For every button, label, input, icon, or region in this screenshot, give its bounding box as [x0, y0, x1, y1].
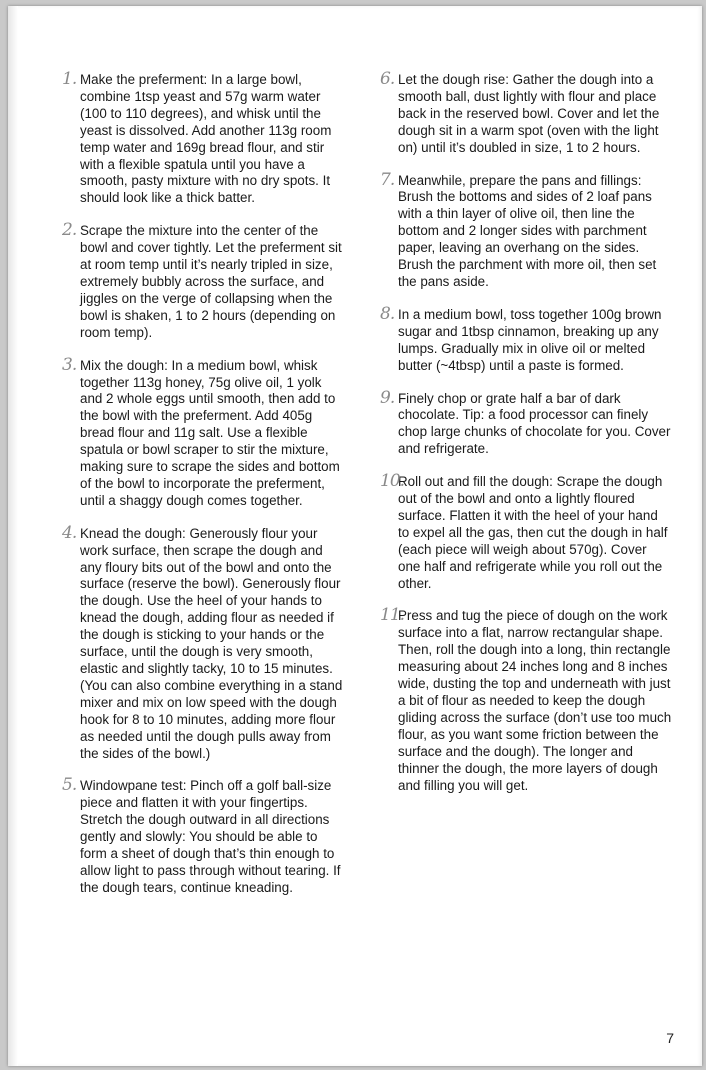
step-number: 8.	[380, 303, 395, 324]
recipe-step	[380, 605, 672, 794]
step-text: Roll out and fill the dough: Scrape the dough out of the bowl and onto a lightly floured surface. Flatten it with the heel of your hand to expel all the gas, then cut the dough in half (each piece will weigh about 570g). Cover one half and refrigerate while you roll out the other.	[398, 474, 668, 591]
step-number: 6.	[380, 69, 395, 89]
step-text: Knead the dough: Generously flour your work surface, then scrape the dough and any floury bits out of the bowl and onto the surface (reserve the bowl). Generously flour the dough. Use the heel of your hands to knead the dough, adding flour as needed if the dough is sticking to your hands or the surface, until the dough is very smooth, elastic and slightly tacky, 10 to 15 minutes. (You can also combine everything in a stand mixer and mix on low speed with the dough hook for 8 to 10 minutes, adding more flour as needed until the dough pulls away from the sides of the bowl.)	[80, 525, 343, 761]
step-text: Press and tug the piece of dough on the work surface into a flat, narrow rectangular shape. Then, roll the dough into a long, thin rectangle measuring about 24 inches long and 8 inches wide, dusting the top and underneath with just a bit of flour as needed to keep the dough gliding across the surface (don’t use too much flour, as you want some friction between the surface and the dough). The longer and thinner the dough, the more layers of dough and filling you will get.	[398, 608, 672, 793]
step-number: 9.	[380, 387, 395, 408]
step-text: Mix the dough: In a medium bowl, whisk together 113g honey, 75g olive oil, 1 yolk and 2 whole eggs until smooth, then add to the bowl with the preferment. Add 405g bread flour and 11g salt. Use a flexible spatula or bowl scraper to stir the mixture, making sure to scrape the sides and bottom of the bowl to incorporate the preferment, until a shaggy dough comes together.	[80, 357, 340, 508]
step-number: 7.	[380, 169, 395, 190]
document-page	[8, 6, 702, 1066]
right-column	[380, 69, 672, 810]
step-text: Let the dough rise: Gather the dough into a smooth ball, dust lightly with flour and place back in the reserved bowl. Cover and let the dough sit in a warm spot (oven with the light on) until it’s doubled in size, 1 to 2 hours.	[398, 72, 660, 155]
recipe-step	[62, 775, 346, 896]
step-text: Windowpane test: Pinch off a golf ball-size piece and flatten it with your fingertips. Stretch the dough outward in all directions gently and slowly: You should be able to form a sheet of dough that’s thin enough to allow light to pass through without tearing. If the dough tears, continue kneading.	[80, 778, 341, 895]
step-text: Finely chop or grate half a bar of dark chocolate. Tip: a food processor can finely chop large chunks of chocolate for you. Cover and refrigerate.	[398, 390, 671, 457]
step-number: 11.	[380, 605, 405, 626]
step-number: 2.	[62, 220, 77, 241]
recipe-step	[380, 169, 672, 291]
step-text: In a medium bowl, toss together 100g brown sugar and 1tbsp cinnamon, breaking up any lumps. Gradually mix in olive oil or melted butter (~4tbsp) until a paste is formed.	[398, 306, 662, 373]
left-column	[62, 69, 346, 913]
recipe-step	[380, 387, 672, 459]
step-number: 4.	[62, 522, 77, 543]
step-text: Make the preferment: In a large bowl, combine 1tsp yeast and 57g warm water (100 to 110 degrees), and whisk until the yeast is dissolved. Add another 113g room temp water and 169g bread flour, and stir with a flexible spatula until you have a smooth, pasty mixture with no dry spots. It should look like a thick batter.	[80, 72, 332, 206]
recipe-step	[62, 522, 346, 763]
page-spine-shadow	[8, 6, 18, 1066]
step-number: 5.	[62, 775, 77, 796]
step-number: 3.	[62, 354, 77, 375]
step-text: Meanwhile, prepare the pans and fillings: Brush the bottoms and sides of 2 loaf pans with a thin layer of olive oil, then line the bottom and 2 longer sides with parchment paper, leaving an overhang on the sides. Brush the parchment with more oil, then set the pans aside.	[398, 172, 657, 289]
recipe-step	[62, 354, 346, 510]
step-number: 1.	[62, 69, 77, 89]
page-number: 7	[666, 1030, 674, 1046]
recipe-step	[380, 471, 672, 592]
step-number: 10.	[380, 471, 405, 492]
recipe-step	[380, 69, 672, 157]
recipe-step	[62, 220, 346, 341]
recipe-step	[62, 69, 346, 207]
step-text: Scrape the mixture into the center of the bowl and cover tightly. Let the preferment sit at room temp until it’s nearly tripled in size, extremely bubbly across the surface, and jiggles on the verge of collapsing when the bowl is shaken, 1 to 2 hours (depending on room temp).	[80, 223, 342, 340]
recipe-step	[380, 303, 672, 375]
